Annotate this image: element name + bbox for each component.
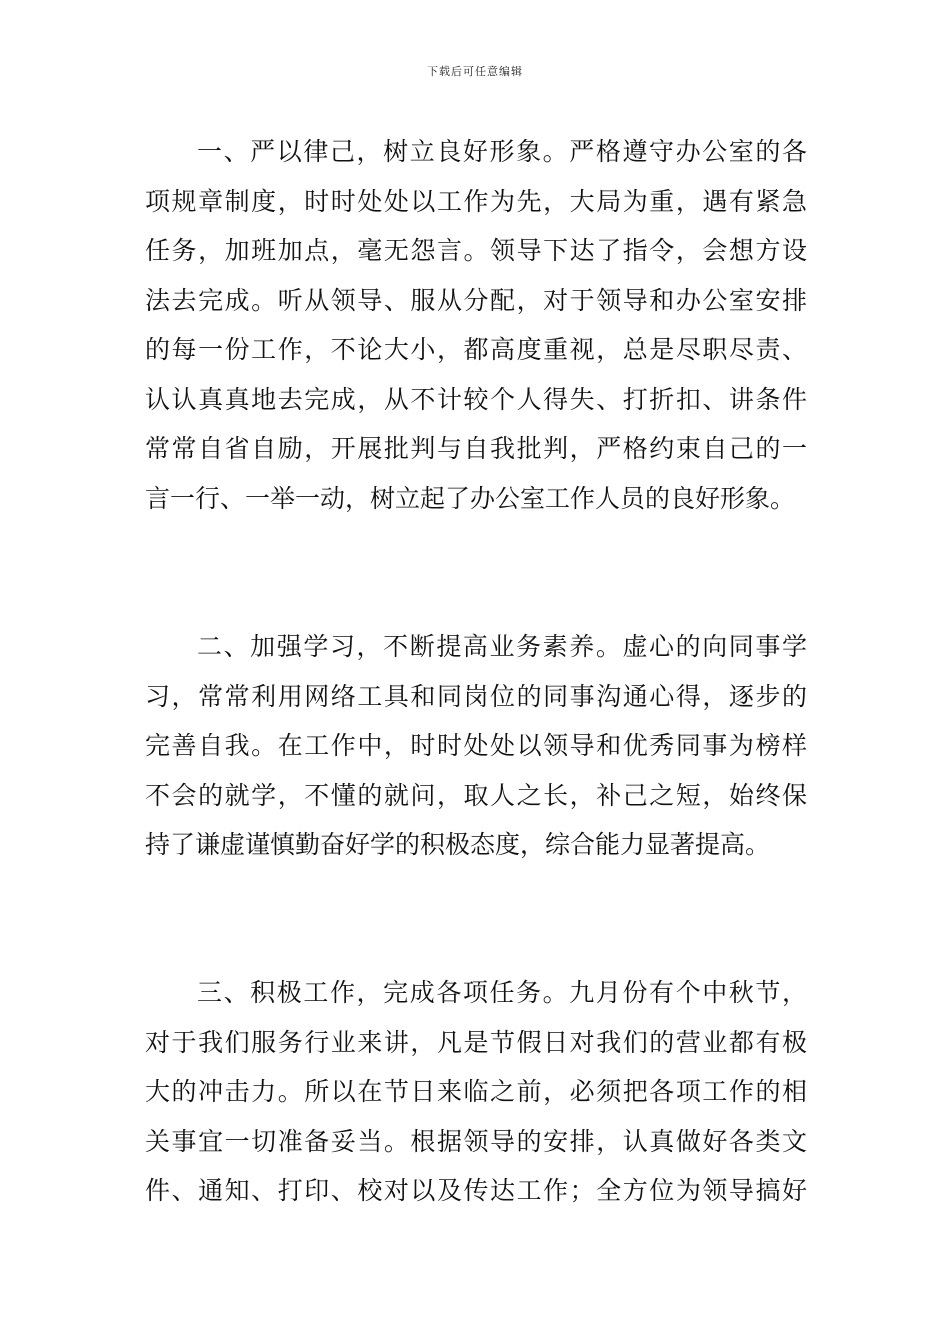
paragraph-line: 持了谦虚谨慎勤奋好学的积极态度，综合能力显著提高。 [145, 830, 771, 859]
paragraph-line: 项规章制度，时时处处以工作为先，大局为重，遇有紧急 [145, 186, 807, 216]
paragraph-line: 一、严以律己，树立良好形象。严格遵守办公室的各 [197, 137, 807, 166]
header-note: 下载后可任意编辑 [427, 65, 523, 78]
paragraph-line: 二、加强学习，不断提高业务素养。虚心的向同事学 [197, 632, 807, 661]
paragraph-2 [145, 622, 807, 870]
paragraph-line: 不会的就学，不懂的就问，取人之长，补己之短，始终保 [145, 780, 807, 810]
paragraph-line: 三、积极工作，完成各项任务。九月份有个中秋节， [197, 978, 807, 1007]
paragraph-line: 件、通知、打印、校对以及传达工作；全方位为领导搞好 [145, 1176, 807, 1205]
paragraph-line: 对于我们服务行业来讲，凡是节假日对我们的营业都有极 [145, 1027, 807, 1057]
paragraph-line: 言一行、一举一动，树立起了办公室工作人员的良好形象。 [145, 483, 796, 513]
paragraph-3 [145, 968, 807, 1216]
paragraph-line: 常常自省自励，开展批判与自我批判，严格约束自己的一 [145, 434, 807, 463]
paragraph-line: 任务，加班加点，毫无怨言。领导下达了指令，会想方设 [145, 236, 807, 265]
paragraph-line: 大的冲击力。所以在节日来临之前，必须把各项工作的相 [145, 1077, 807, 1106]
paragraph-line: 法去完成。听从领导、服从分配，对于领导和办公室安排 [145, 285, 807, 315]
paragraph-line: 的每一份工作，不论大小，都高度重视，总是尽职尽责、 [145, 335, 807, 364]
paragraph-1 [145, 127, 807, 523]
paragraph-line: 关事宜一切准备妥当。根据领导的安排，认真做好各类文 [145, 1126, 807, 1156]
paragraph-line: 习，常常利用网络工具和同岗位的同事沟通心得，逐步的 [145, 681, 807, 711]
paragraph-line: 完善自我。在工作中，时时处处以领导和优秀同事为榜样 [145, 731, 807, 760]
paragraph-line: 认认真真地去完成，从不计较个人得失、打折扣、讲条件 [145, 384, 807, 414]
